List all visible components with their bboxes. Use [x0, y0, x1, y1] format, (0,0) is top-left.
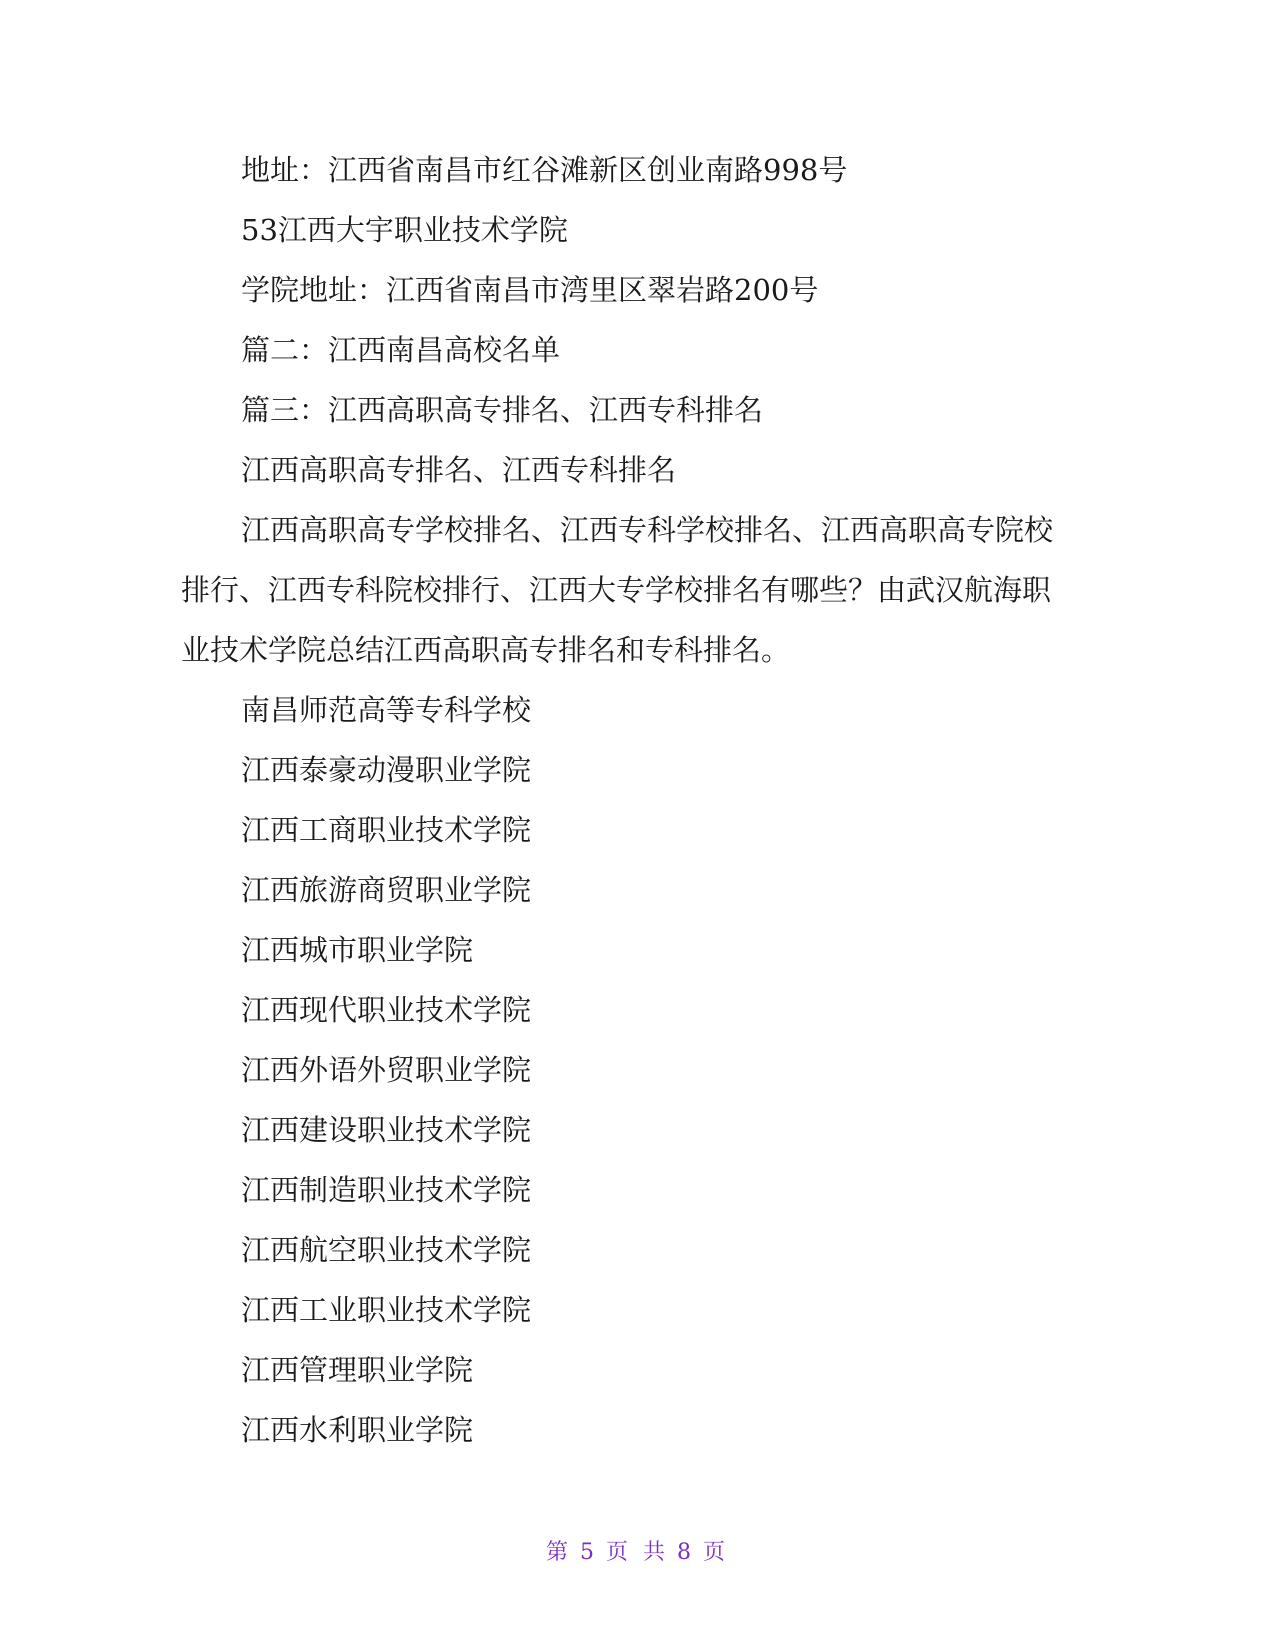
paragraph: 江西制造职业技术学院 [241, 1173, 532, 1207]
document-body [181, 140, 1061, 1460]
paragraph: 江西高职高专排名、江西专科排名 [241, 453, 677, 487]
paragraph: 学院地址：江西省南昌市湾里区翠岩路200号 [241, 273, 819, 307]
footer-prefix: 第 [545, 1540, 572, 1565]
paragraph: 江西工商职业技术学院 [241, 813, 532, 847]
footer-middle: 页 共 [606, 1540, 669, 1565]
paragraph: 江西管理职业学院 [241, 1353, 474, 1387]
paragraph: 江西高职高专学校排名、江西专科学校排名、江西高职高专院校排行、江西专科院校排行、江西大专学校排名有哪些？由武汉航海职业技术学院总结江西高职高专排名和专科排名。 [181, 513, 1054, 667]
paragraph: 江西外语外贸职业学院 [241, 1053, 532, 1087]
paragraph: 江西城市职业学院 [241, 933, 474, 967]
paragraph: 地址：江西省南昌市红谷滩新区创业南路998号 [241, 153, 848, 187]
paragraph: 篇二：江西南昌高校名单 [241, 333, 561, 367]
page-footer [0, 1538, 1275, 1568]
footer-current-page: 5 [580, 1540, 598, 1565]
paragraph: 江西工业职业技术学院 [241, 1293, 532, 1327]
paragraph: 江西航空职业技术学院 [241, 1233, 532, 1267]
footer-suffix: 页 [703, 1540, 730, 1565]
paragraph: 江西建设职业技术学院 [241, 1113, 532, 1147]
paragraph: 篇三：江西高职高专排名、江西专科排名 [241, 393, 764, 427]
paragraph: 江西水利职业学院 [241, 1413, 474, 1447]
paragraph: 南昌师范高等专科学校 [241, 693, 532, 727]
footer-total-pages: 8 [677, 1540, 695, 1565]
paragraph: 江西泰豪动漫职业学院 [241, 753, 532, 787]
paragraph: 53江西大宇职业技术学院 [241, 213, 568, 247]
paragraph: 江西旅游商贸职业学院 [241, 873, 532, 907]
paragraph: 江西现代职业技术学院 [241, 993, 532, 1027]
